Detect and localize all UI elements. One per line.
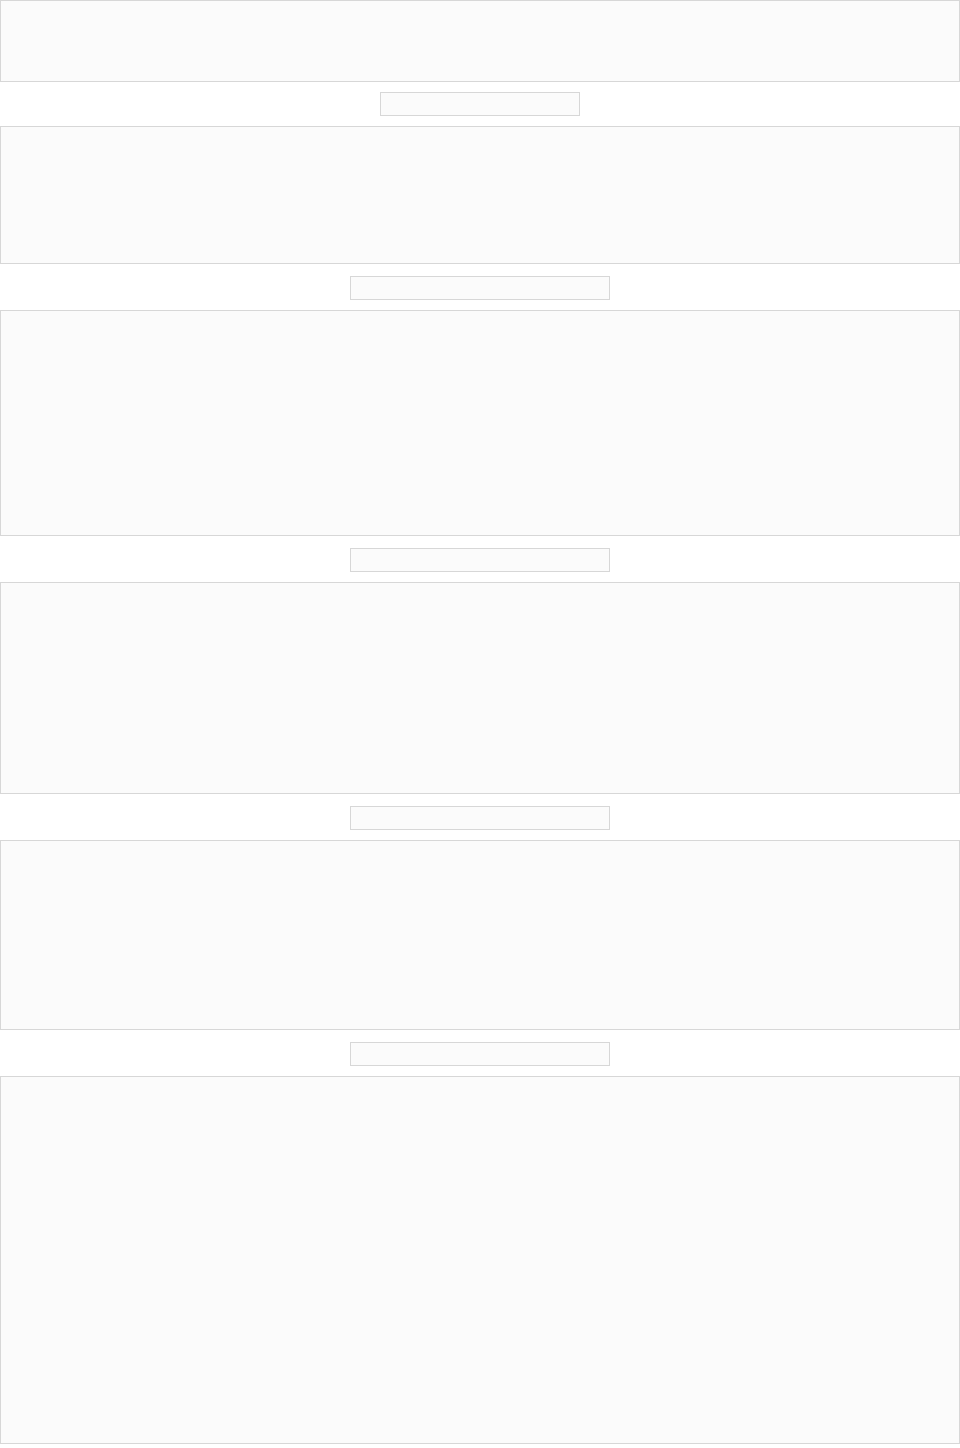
event-rows-placeholder-1	[0, 126, 960, 264]
event-header-placeholder-2	[350, 276, 610, 300]
event-rows-placeholder-4	[0, 840, 960, 1030]
event-header-placeholder-4	[350, 806, 610, 830]
event-rows-placeholder-3	[0, 582, 960, 794]
event-header-placeholder-3	[350, 548, 610, 572]
event-header-placeholder-1	[380, 92, 580, 116]
event-rows-placeholder-5	[0, 1076, 960, 1444]
top-results-placeholder	[0, 0, 960, 82]
event-header-placeholder-5	[350, 1042, 610, 1066]
event-rows-placeholder-2	[0, 310, 960, 536]
